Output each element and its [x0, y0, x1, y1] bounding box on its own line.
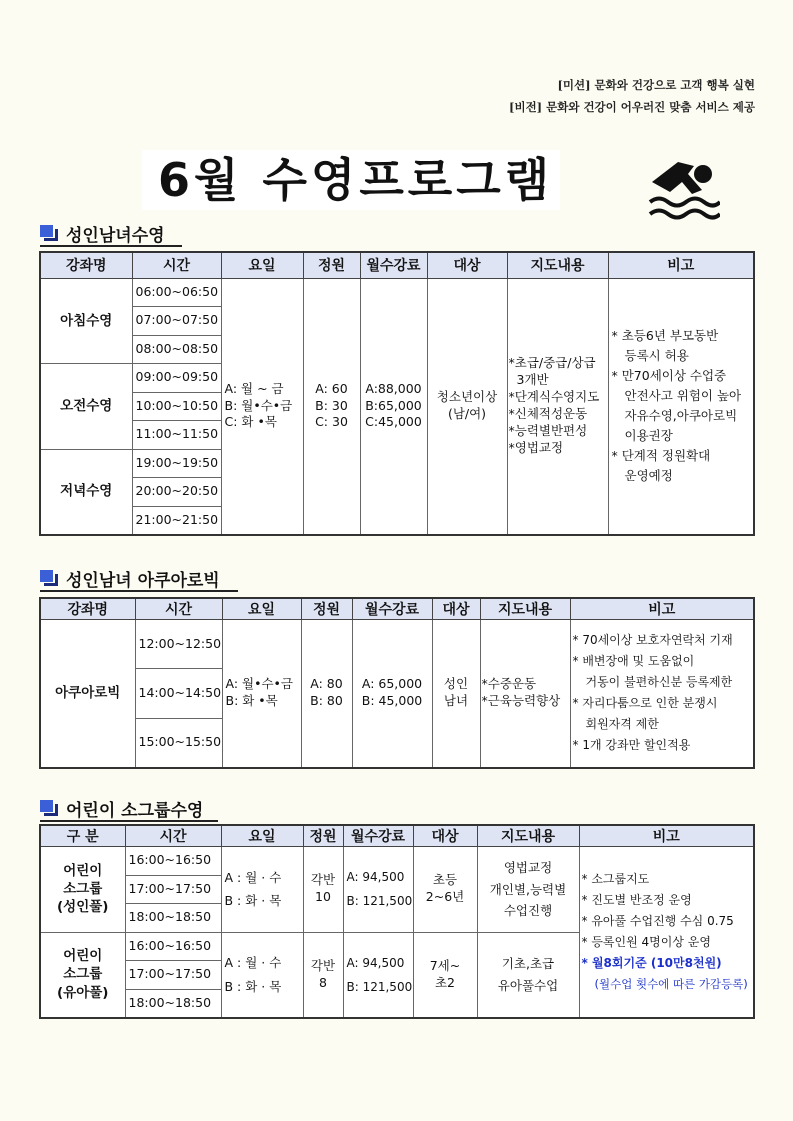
time-slot: 20:00~20:50	[132, 478, 221, 507]
kids-swim-table	[39, 824, 755, 1019]
content-cell: *초급/중급/상급 3개반 *단계식수영지도 *신체적성운동 *능력별반편성 *영법교정	[507, 278, 608, 535]
target-cell: 7세~ 초2	[413, 932, 477, 1018]
course-name: 아쿠아로빅	[40, 620, 135, 768]
time-slot: 08:00~08:50	[132, 335, 221, 364]
header-capacity: 정원	[303, 252, 360, 278]
time-slot: 06:00~06:50	[132, 278, 221, 307]
target-cell: 청소년이상 (남/여)	[427, 278, 507, 535]
section-underline	[40, 245, 182, 247]
notes-cell: * 70세이상 보호자연락처 기재 * 배변장애 및 도움없이 거동이 불편하신분 등록제한 * 자리다툼으로 인한 분쟁시 회원자격 제한 * 1개 강좌만 할인적용	[570, 620, 754, 768]
time-slot: 10:00~10:50	[132, 392, 221, 421]
header-target: 대상	[432, 598, 480, 620]
section-underline	[40, 820, 218, 822]
header-capacity: 정원	[301, 598, 352, 620]
square-bullet-icon	[40, 800, 58, 816]
fee-cell: A:88,000 B:65,000 C:45,000	[360, 278, 427, 535]
capacity-cell: A: 60 B: 30 C: 30	[303, 278, 360, 535]
section-underline	[40, 590, 238, 592]
capacity-cell: 각반 10	[303, 847, 343, 933]
capacity-cell: 각반 8	[303, 932, 343, 1018]
days-cell: A: 월 ~ 금 B: 월•수•금 C: 화 •목	[221, 278, 303, 535]
group-name: 어린이 소그룹 (유아풀)	[40, 932, 125, 1018]
content-cell: *수중운동 *근육능력향상	[480, 620, 570, 768]
time-slot: 17:00~17:50	[125, 875, 221, 904]
days-cell: A : 월 · 수 B : 화 · 목	[221, 932, 303, 1018]
header-target: 대상	[413, 825, 477, 847]
section-title: 성인남녀 아쿠아로빅	[66, 570, 220, 591]
time-slot: 07:00~07:50	[132, 307, 221, 336]
header-fee: 월수강료	[360, 252, 427, 278]
section-title: 어린이 소그룹수영	[66, 800, 204, 821]
target-cell: 초등 2~6년	[413, 847, 477, 933]
time-slot: 17:00~17:50	[125, 961, 221, 990]
header-target: 대상	[427, 252, 507, 278]
header-fee: 월수강료	[343, 825, 413, 847]
fee-cell: A: 94,500 B: 121,500	[343, 847, 413, 933]
time-slot: 18:00~18:50	[125, 904, 221, 933]
content-cell: 기초,초급 유아풀수업	[477, 932, 579, 1018]
time-slot: 16:00~16:50	[125, 932, 221, 961]
header-notes: 비고	[579, 825, 754, 847]
mission-vision	[509, 74, 755, 118]
capacity-cell: A: 80 B: 80	[301, 620, 352, 768]
notes-cell: * 소그룹지도 * 진도별 반조정 운영 * 유아풀 수업진행 수심 0.75 * 등록인원 4명이상 운영 * 월8회기준 (10만8천원) (월수업 횟수에 따른 가감등록)	[579, 847, 754, 1018]
header-time: 시간	[135, 598, 222, 620]
header-time: 시간	[132, 252, 221, 278]
time-slot: 11:00~11:50	[132, 421, 221, 450]
group-name: 어린이 소그룹 (성인풀)	[40, 847, 125, 933]
time-slot: 18:00~18:50	[125, 989, 221, 1018]
header-content: 지도내용	[480, 598, 570, 620]
header-fee: 월수강료	[352, 598, 432, 620]
header-days: 요일	[221, 825, 303, 847]
header-content: 지도내용	[507, 252, 608, 278]
header-notes: 비고	[570, 598, 754, 620]
sub-note: (월수업 횟수에 따른 가감등록)	[594, 977, 748, 992]
page-title: 6월 수영프로그램	[158, 153, 554, 207]
time-slot: 16:00~16:50	[125, 847, 221, 876]
days-cell: A: 월•수•금 B: 화 •목	[222, 620, 301, 768]
aquarobic-table	[39, 597, 755, 769]
vision-text: [비전] 문화와 건강이 어우러진 맞춤 서비스 제공	[509, 100, 755, 114]
header-capacity: 정원	[303, 825, 343, 847]
time-slot: 19:00~19:50	[132, 449, 221, 478]
mission-text: [미션] 문화와 건강으로 고객 행복 실현	[557, 78, 755, 92]
content-cell: 영법교정 개인별,능력별 수업진행	[477, 847, 579, 933]
time-slot: 14:00~14:50	[135, 669, 222, 719]
section-kids-heading	[40, 797, 203, 819]
fee-cell: A: 65,000 B: 45,000	[352, 620, 432, 768]
adult-swim-table	[39, 251, 755, 536]
header-days: 요일	[222, 598, 301, 620]
header-days: 요일	[221, 252, 303, 278]
highlight-note: * 월8회기준 (10만8천원)	[581, 956, 722, 971]
header-notes: 비고	[608, 252, 754, 278]
section-adult-swim-heading	[40, 222, 165, 244]
header-course: 강좌명	[40, 252, 132, 278]
time-slot: 09:00~09:50	[132, 364, 221, 393]
header-content: 지도내용	[477, 825, 579, 847]
time-slot: 15:00~15:50	[135, 719, 222, 768]
swimmer-icon	[648, 152, 720, 220]
time-slot: 21:00~21:50	[132, 506, 221, 535]
header-time: 시간	[125, 825, 221, 847]
square-bullet-icon	[40, 225, 58, 241]
days-cell: A : 월 · 수 B : 화 · 목	[221, 847, 303, 933]
time-slot: 12:00~12:50	[135, 620, 222, 669]
fee-cell: A: 94,500 B: 121,500	[343, 932, 413, 1018]
section-title: 성인남녀수영	[66, 225, 165, 246]
section-aquarobic-heading	[40, 567, 220, 589]
course-name: 아침수영	[40, 278, 132, 364]
header-course: 강좌명	[40, 598, 135, 620]
target-cell: 성인 남녀	[432, 620, 480, 768]
course-name: 저녁수영	[40, 449, 132, 535]
notes-cell: * 초등6년 부모동반 등록시 허용 * 만70세이상 수업중 안전사고 위험이 높아 자유수영,아쿠아로빅 이용권장 * 단계적 정원확대 운영예정	[608, 278, 754, 535]
square-bullet-icon	[40, 570, 58, 586]
course-name: 오전수영	[40, 364, 132, 450]
header-category: 구 분	[40, 825, 125, 847]
